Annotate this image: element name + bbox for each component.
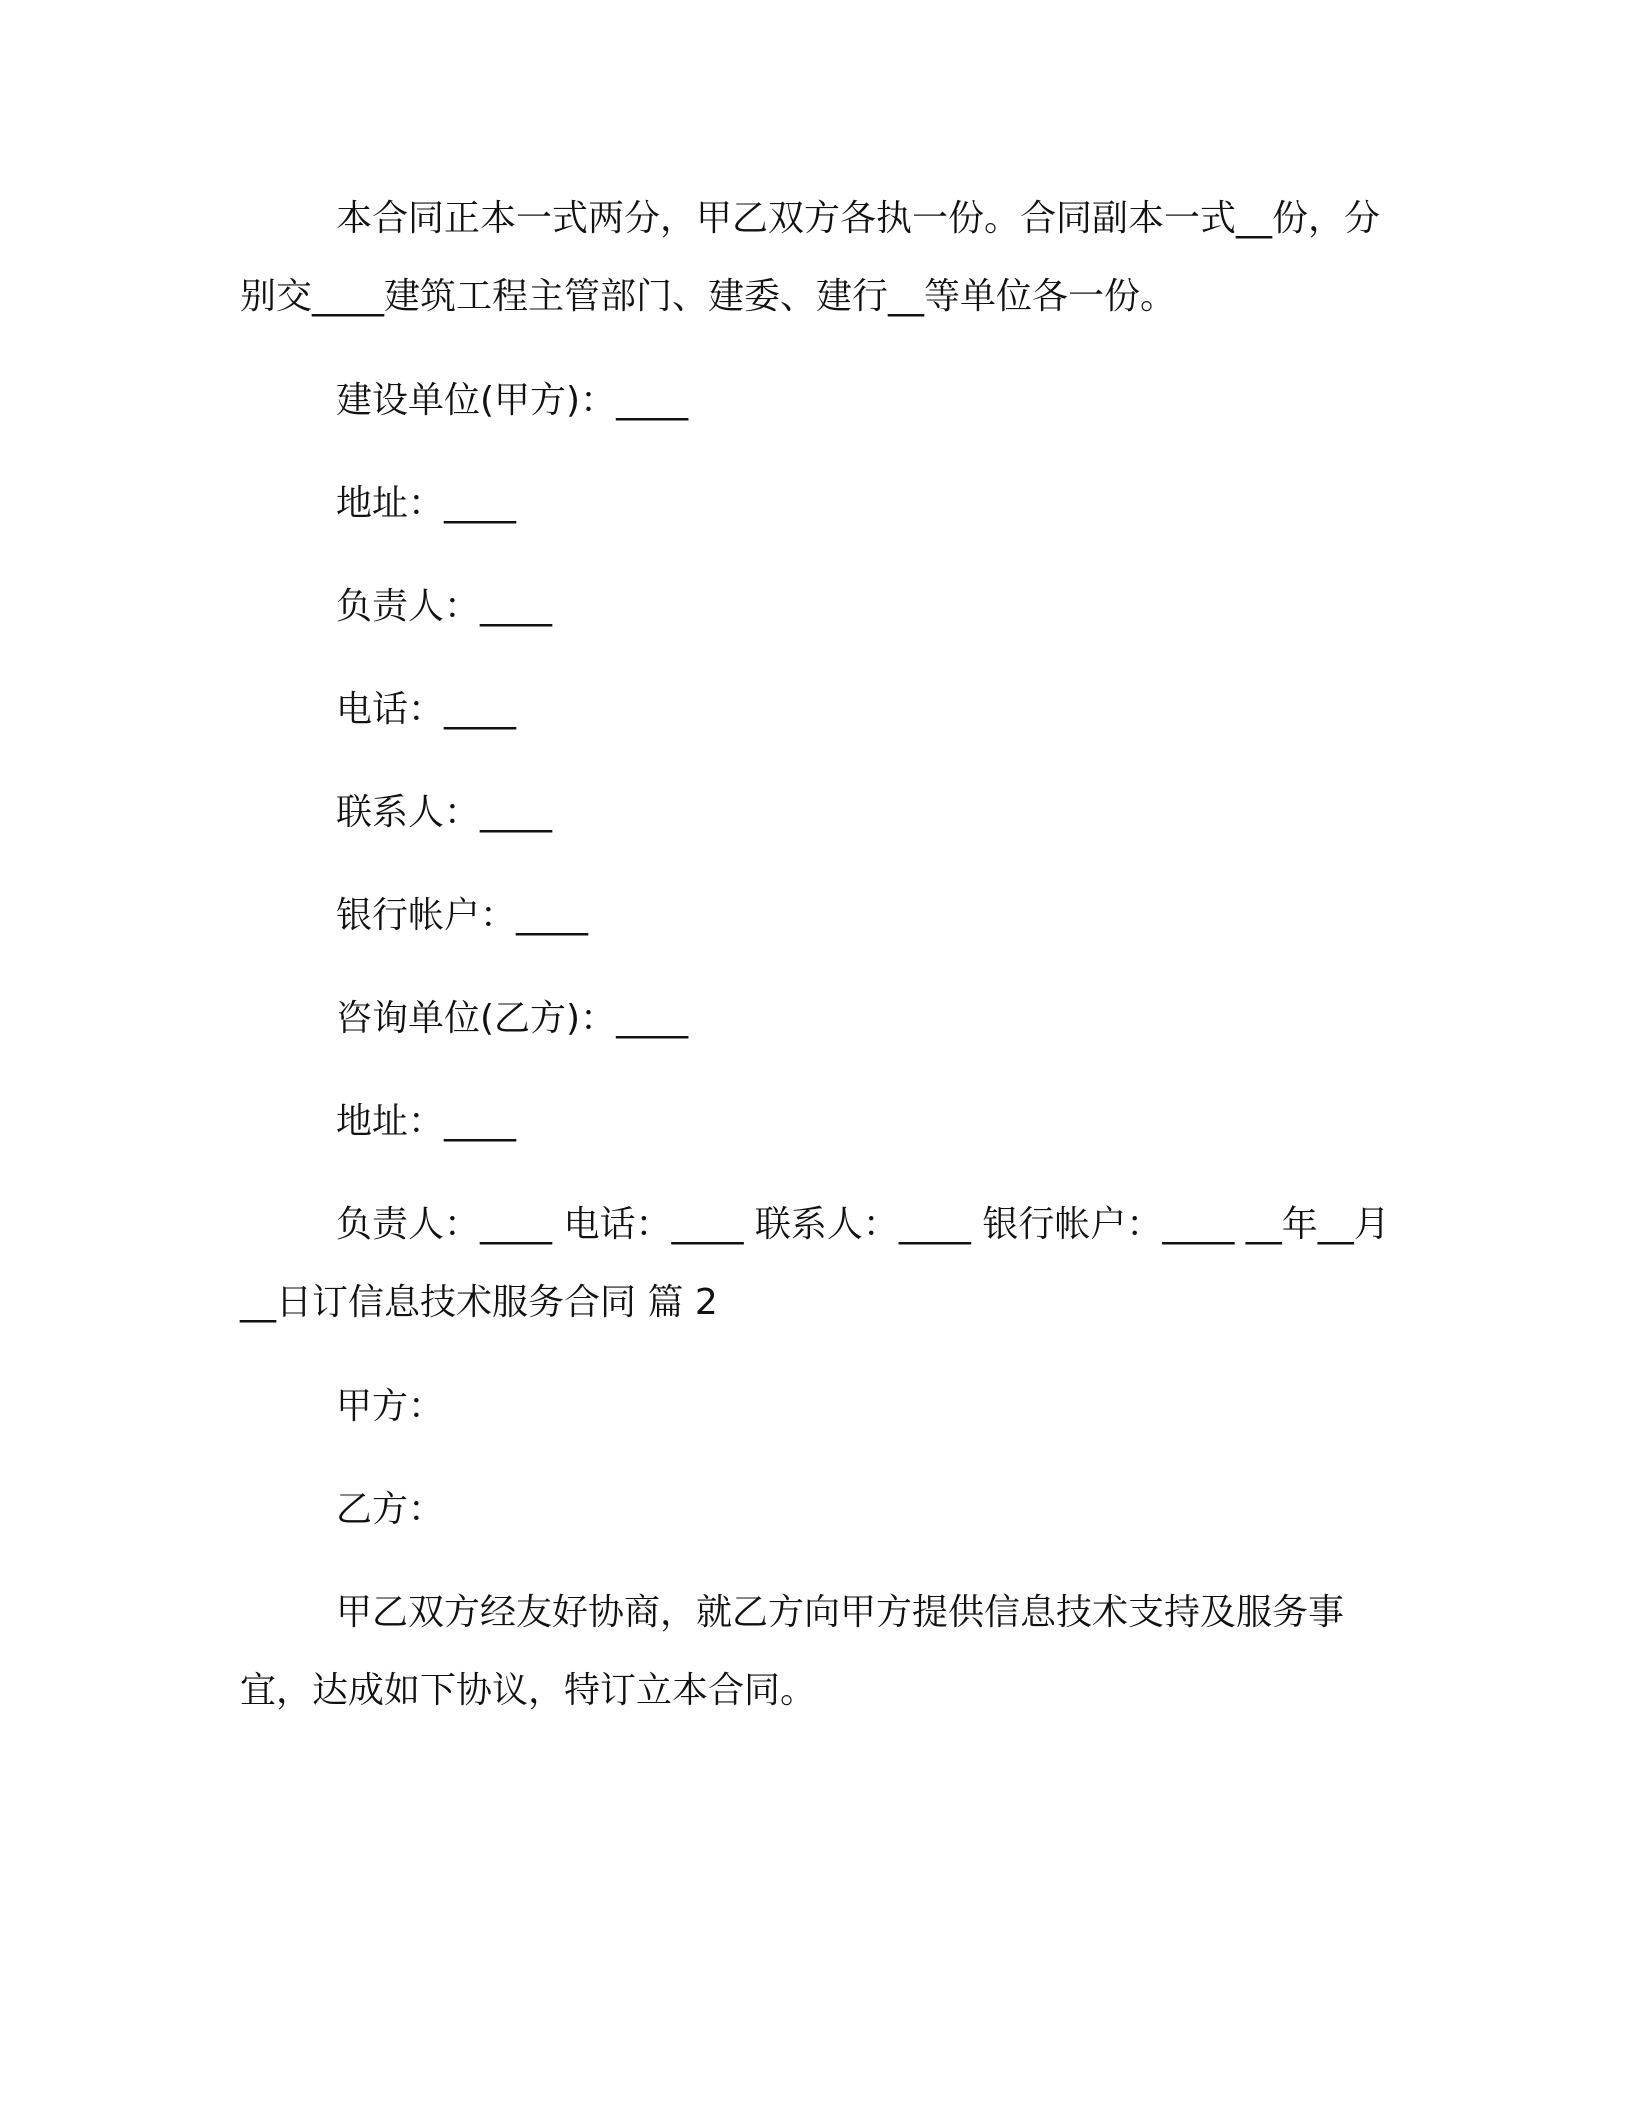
paragraph-contract2-intro: 甲乙双方经友好协商，就乙方向甲方提供信息技术支持及服务事宜，达成如下协议，特订立本合同。 — [240, 1592, 1345, 1711]
paragraph-party-a-contact: 联系人：____ — [336, 792, 553, 833]
paragraph-party-a-phone: 电话：____ — [336, 689, 517, 730]
paragraph-party-a-address: 地址：____ — [336, 483, 517, 524]
paragraph-contract2-party-a: 甲方： — [336, 1386, 445, 1427]
paragraph-party-a-principal: 负责人：____ — [336, 586, 553, 627]
paragraph-party-b-details-and-section-title: 负责人：____ 电话：____ 联系人：____ 银行帐户：____ __年__月__日订信息技术服务合同 篇 2 — [240, 1204, 1390, 1323]
paragraph-party-b-unit: 咨询单位(乙方)：____ — [336, 998, 689, 1039]
paragraph-party-a-bank: 银行帐户：____ — [336, 895, 589, 936]
paragraph-party-a-unit: 建设单位(甲方)：____ — [336, 380, 689, 421]
paragraph-party-b-address: 地址：____ — [336, 1101, 517, 1142]
paragraph-copies: 本合同正本一式两分，甲乙双方各执一份。合同副本一式__份，分别交____建筑工程主管部门、建委、建行__等单位各一份。 — [240, 198, 1381, 317]
paragraph-contract2-party-b: 乙方： — [336, 1489, 445, 1530]
